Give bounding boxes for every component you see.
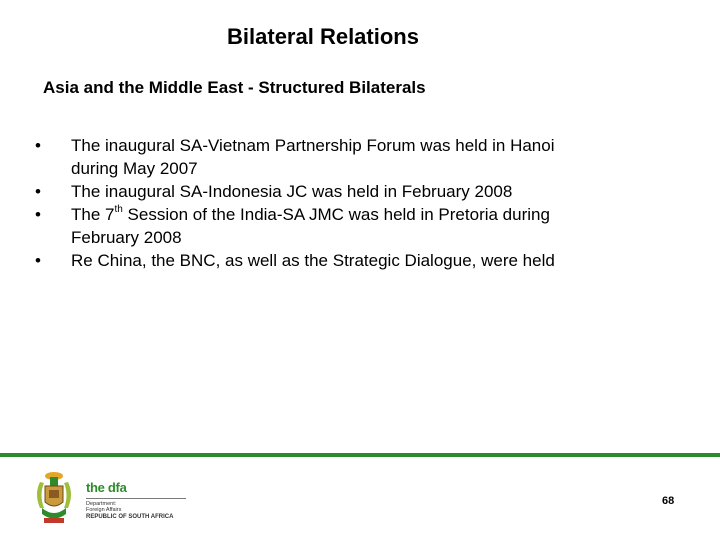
bullet-marker: • <box>35 136 41 155</box>
dfa-brand-name: the dfa <box>86 480 127 495</box>
bullet-marker: • <box>35 205 41 224</box>
bullet-text <box>71 205 550 224</box>
dfa-department <box>86 501 121 513</box>
dfa-logo <box>30 468 200 528</box>
bullet-text: The inaugural SA-Indonesia JC was held in February 2008 <box>71 182 513 201</box>
bullet-list <box>28 134 668 272</box>
bullet-item <box>28 134 668 180</box>
dfa-department-line1: Department: <box>86 501 117 507</box>
coat-of-arms-icon <box>30 468 78 528</box>
dfa-department-line2: Foreign Affairs <box>86 507 122 513</box>
bullet-text-continued: February 2008 <box>71 228 182 247</box>
dfa-country: REPUBLIC OF SOUTH AFRICA <box>86 514 174 520</box>
slide-title: Bilateral Relations <box>227 24 419 49</box>
bullet-marker: • <box>35 182 41 201</box>
bullet-text-pre: The 7 <box>71 205 115 224</box>
bullet-text-post: Session of the India-SA JMC was held in Pretoria during <box>122 205 550 224</box>
bullet-item <box>28 180 668 203</box>
bullet-item <box>28 203 668 249</box>
bullet-item <box>28 249 668 272</box>
dfa-separator <box>86 498 186 499</box>
bullet-text-continued: during May 2007 <box>71 159 198 178</box>
ordinal-suffix: th <box>114 204 123 216</box>
bullet-text: Re China, the BNC, as well as the Strategic Dialogue, were held <box>71 251 555 270</box>
bullet-marker: • <box>35 251 41 270</box>
slide-subtitle: Asia and the Middle East - Structured Bilaterals <box>43 78 426 97</box>
page-number: 68 <box>662 495 675 507</box>
footer-divider <box>0 453 720 457</box>
bullet-text: The inaugural SA-Vietnam Partnership Forum was held in Hanoi <box>71 136 555 155</box>
